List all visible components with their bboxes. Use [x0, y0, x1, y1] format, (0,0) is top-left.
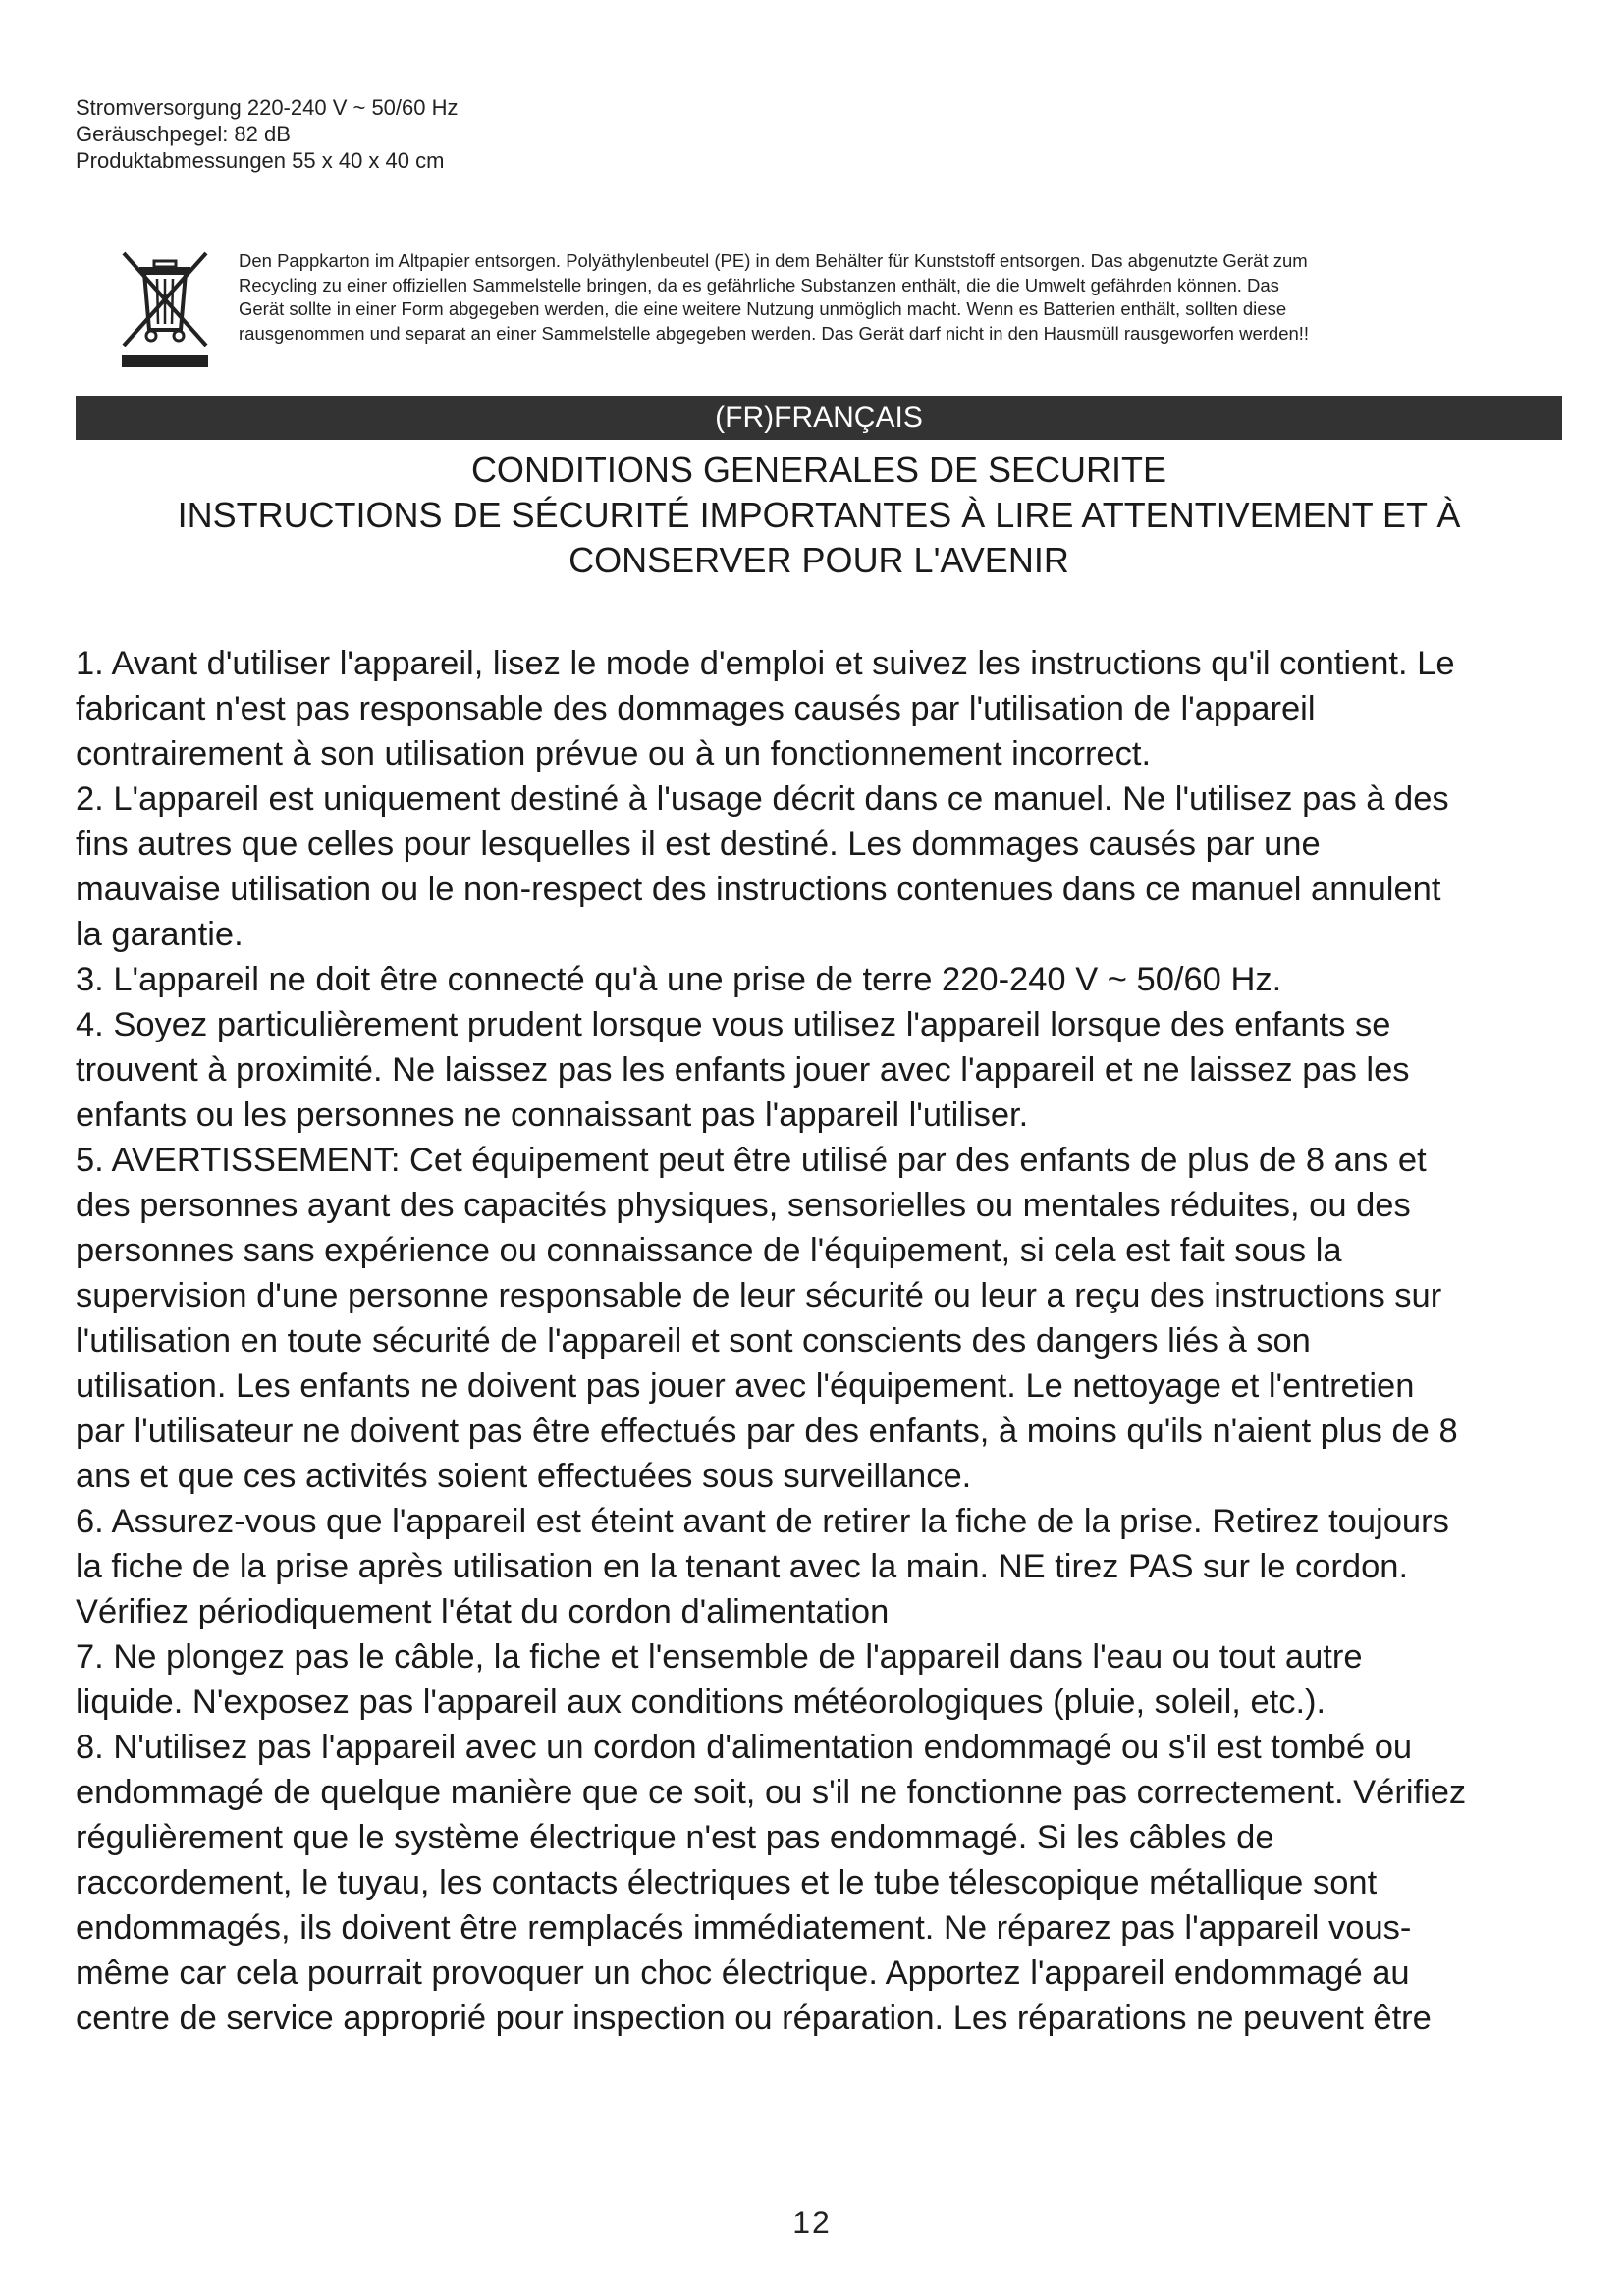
language-header: (FR)FRANÇAIS [76, 396, 1562, 440]
disposal-line: Den Pappkarton im Altpapier entsorgen. Polyäthylenbeutel (PE) in dem Behälter für Kunststoff entsorgen. Das abgenutzte Gerät zum [239, 250, 1308, 271]
instruction-line: des personnes ayant des capacités physiques, sensorielles ou mentales réduites, ou des [76, 1187, 1411, 1224]
instruction-line: utilisation. Les enfants ne doivent pas jouer avec l'équipement. Le nettoyage et l'entretien [76, 1367, 1415, 1405]
instruction-line: la fiche de la prise après utilisation en la tenant avec la main. NE tirez PAS sur le cordon. [76, 1548, 1409, 1585]
instruction-line: mauvaise utilisation ou le non-respect des instructions contenues dans ce manuel annulent [76, 871, 1441, 908]
instruction-line: ans et que ces activités soient effectuées sous surveillance. [76, 1458, 972, 1495]
disposal-line: rausgenommen und separat an einer Sammelstelle abgegeben werden. Das Gerät darf nicht in den Hausmüll rausgeworfen werden!! [239, 322, 1310, 344]
product-specs [76, 94, 459, 174]
weee-crossed-bin-icon [118, 245, 212, 373]
instruction-line: régulièrement que le système électrique n'est pas endommagé. Si les câbles de [76, 1819, 1274, 1856]
instruction-line: liquide. N'exposez pas l'appareil aux conditions météorologiques (pluie, soleil, etc.). [76, 1683, 1326, 1721]
instruction-line: raccordement, le tuyau, les contacts électriques et le tube télescopique métallique sont [76, 1864, 1378, 1901]
instruction-line: contrairement à son utilisation prévue ou à un fonctionnement incorrect. [76, 735, 1152, 773]
disposal-line: Recycling zu einer offiziellen Sammelstelle bringen, da es gefährliche Substanzen enthält, die die Umwelt gefährden können. Das [239, 274, 1279, 295]
spec-noise: Geräuschpegel: 82 dB [76, 122, 291, 146]
instruction-line: centre de service approprié pour inspection ou réparation. Les réparations ne peuvent être [76, 2000, 1432, 2037]
instruction-line: fins autres que celles pour lesquelles il est destiné. Les dommages causés par une [76, 826, 1321, 863]
instruction-line: même car cela pourrait provoquer un choc électrique. Apportez l'appareil endommagé au [76, 1954, 1410, 1992]
instruction-line: par l'utilisateur ne doivent pas être effectués par des enfants, à moins qu'ils n'aient plus de 8 [76, 1413, 1458, 1450]
instruction-line: 3. L'appareil ne doit être connecté qu'à une prise de terre 220-240 V ~ 50/60 Hz. [76, 961, 1282, 998]
instruction-line: l'utilisation en toute sécurité de l'appareil et sont conscients des dangers liés à son [76, 1322, 1311, 1360]
instruction-line: 2. L'appareil est uniquement destiné à l'usage décrit dans ce manuel. Ne l'utilisez pas à des [76, 780, 1449, 818]
subtitle-line-1: INSTRUCTIONS DE SÉCURITÉ IMPORTANTES À LIRE ATTENTIVEMENT ET À [177, 495, 1461, 535]
page-number: 12 [792, 2205, 832, 2240]
instruction-line: fabricant n'est pas responsable des dommages causés par l'utilisation de l'appareil [76, 690, 1316, 727]
subtitle-line-2: CONSERVER POUR L'AVENIR [568, 540, 1069, 580]
main-title: CONDITIONS GENERALES DE SECURITE [470, 450, 1167, 490]
safety-instructions [76, 641, 1568, 2041]
section-titles [76, 448, 1562, 583]
instruction-line: 1. Avant d'utiliser l'appareil, lisez le mode d'emploi et suivez les instructions qu'il contient. Le [76, 645, 1455, 682]
instruction-line: 4. Soyez particulièrement prudent lorsque vous utilisez l'appareil lorsque des enfants se [76, 1006, 1391, 1043]
instruction-line: la garantie. [76, 916, 244, 953]
instruction-line: personnes sans expérience ou connaissance de l'équipement, si cela est fait sous la [76, 1232, 1342, 1269]
disposal-notice [239, 249, 1476, 346]
instruction-line: 8. N'utilisez pas l'appareil avec un cordon d'alimentation endommagé ou s'il est tombé ou [76, 1729, 1413, 1766]
spec-power: Stromversorgung 220-240 V ~ 50/60 Hz [76, 95, 459, 120]
instruction-line: enfants ou les personnes ne connaissant pas l'appareil l'utiliser. [76, 1096, 1029, 1134]
instruction-line: Vérifiez périodiquement l'état du cordon d'alimentation [76, 1593, 890, 1630]
instruction-line: trouvent à proximité. Ne laissez pas les enfants jouer avec l'appareil et ne laissez pas les [76, 1051, 1410, 1089]
spec-dimensions: Produktabmessungen 55 x 40 x 40 cm [76, 148, 445, 173]
instruction-line: 6. Assurez-vous que l'appareil est éteint avant de retirer la fiche de la prise. Retirez toujours [76, 1503, 1449, 1540]
instruction-line: 7. Ne plongez pas le câble, la fiche et l'ensemble de l'appareil dans l'eau ou tout autre [76, 1638, 1363, 1676]
instruction-line: 5. AVERTISSEMENT: Cet équipement peut être utilisé par des enfants de plus de 8 ans et [76, 1142, 1427, 1179]
instruction-line: endommagés, ils doivent être remplacés immédiatement. Ne réparez pas l'appareil vous- [76, 1909, 1412, 1947]
instruction-line: endommagé de quelque manière que ce soit, ou s'il ne fonctionne pas correctement. Vérifiez [76, 1774, 1467, 1811]
instruction-line: supervision d'une personne responsable de leur sécurité ou leur a reçu des instructions sur [76, 1277, 1442, 1314]
disposal-line: Gerät sollte in einer Form abgegeben werden, die eine weitere Nutzung unmöglich macht. Wenn es Batterien enthält, sollten diese [239, 298, 1287, 319]
